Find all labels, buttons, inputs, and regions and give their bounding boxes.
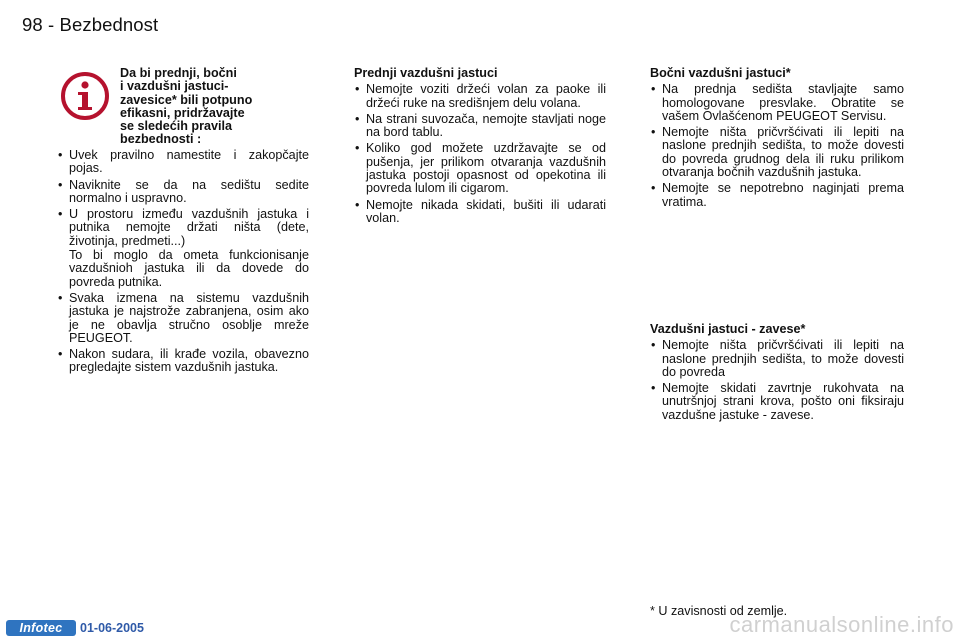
footnote: * U zavisnosti od zemlje. [650, 604, 788, 618]
list-item-text: Nakon sudara, ili krađe vozila, obavezno pregledajte sistem vazdušnih jastuka. [69, 347, 309, 375]
section-heading: Vazdušni jastuci - zavese* [650, 322, 806, 336]
info-icon [60, 71, 110, 121]
section-heading: Bočni vazdušni jastuci* [650, 66, 791, 80]
front-airbags-section [354, 67, 606, 228]
list-item-note: To bi moglo da ometa funkcionisanje vazdušnioh jastuka ili da dovede do povreda putnika. [69, 248, 309, 289]
list-item [57, 179, 309, 206]
list-item-text: Naviknite se da na sedištu sedite normalno i uspravno. [69, 177, 309, 205]
list-item-text: Nemojte ništa pričvršćivati ili lepiti na naslone prednjih sedišta, to može dovesti do povreda grudnog dela ili ruku prilikom otvaranja bočnih vazdušnih jastuka. [662, 125, 904, 180]
list-item [650, 182, 904, 209]
curtain-airbags-list [650, 339, 904, 422]
list-item-text: Na prednja sedišta stavljajte samo homologovane presvlake. Obratite se vašem Ovlašćenom PEUGEOT Servisu. [662, 82, 904, 123]
list-item [57, 292, 309, 345]
list-item-text: Nemojte voziti držeći volan za paoke ili držeći ruke na središnjem delu volana. [366, 82, 606, 110]
info-title-line: se sledećih pravila [120, 119, 233, 134]
list-item-text: Koliko god možete uzdržavajte se od pušenja, jer prilikom otvaranja vazdušnih jastuka postoji opasnost od opekotina ili povreda lulom ili cigarom. [366, 141, 606, 196]
list-item-text: Uvek pravilno namestite i zakopčajte pojas. [69, 148, 309, 176]
list-item [354, 83, 606, 110]
info-title-line: efikasni, pridržavajte [120, 105, 245, 120]
list-item [57, 348, 309, 375]
side-airbags-list [650, 83, 904, 209]
info-title-line: Da bi prednji, bočni [120, 66, 237, 80]
list-item-text: Nemojte ništa pričvršćivati ili lepiti na naslone prednjih sedišta, to može dovesti do povreda [662, 338, 904, 379]
safety-rules-column [57, 149, 309, 378]
section-heading: Prednji vazdušni jastuci [354, 66, 498, 80]
list-item [650, 126, 904, 179]
safety-rules-list [57, 149, 309, 375]
list-item [354, 199, 606, 226]
list-item-text: Nemojte nikada skidati, bušiti ili udarati volan. [366, 197, 606, 225]
list-item [650, 382, 904, 422]
list-item [650, 339, 904, 379]
list-item [650, 83, 904, 123]
infotec-badge: Infotec [6, 620, 76, 636]
info-title-line: bezbednosti : [120, 132, 202, 147]
page-title: 98 - Bezbednost [22, 14, 159, 35]
info-title-line: zavesice* bili potpuno [120, 92, 253, 107]
list-item [354, 142, 606, 195]
side-airbags-section [650, 67, 904, 212]
list-item-text: Na strani suvozača, nemojte stavljati noge na bord tablu. [366, 111, 606, 140]
list-item [354, 113, 606, 140]
front-airbags-list [354, 83, 606, 225]
list-item-text: U prostoru između vazdušnih jastuka i putnika nemojte držati ništa (dete, životinja, predmeti...) [69, 207, 309, 248]
list-item [57, 149, 309, 176]
watermark: carmanualsonline.info [729, 612, 954, 637]
info-box-title [120, 67, 300, 147]
info-title-line: i vazdušni jastuci- [120, 79, 229, 94]
curtain-airbags-section [650, 323, 904, 425]
list-item [57, 208, 309, 289]
footer-date: 01-06-2005 [80, 621, 144, 635]
list-item-text: Svaka izmena na sistemu vazdušnih jastuka je najstrože zabranjena, osim ako je ne obavlja stručno osoblje mreže PEUGEOT. [69, 290, 309, 345]
list-item-text: Nemojte skidati zavrtnje rukohvata na unutršnjoj strani krova, pošto oni fiksiraju vazdušne jastuke - zavese. [662, 381, 904, 422]
list-item-text: Nemojte se nepotrebno naginjati prema vratima. [662, 181, 904, 209]
